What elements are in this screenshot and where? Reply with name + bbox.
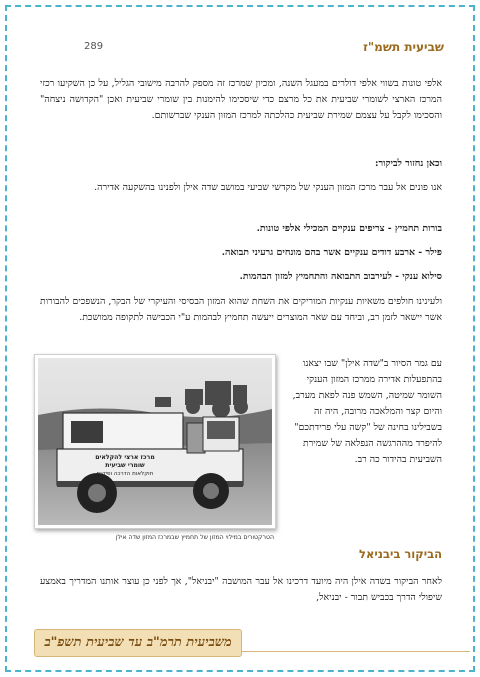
page-number: 289 [84, 41, 104, 52]
paragraph-trucks: ולעינינו חולפים משאיות ענקיות המוריקים את השחת שהוא המזון הבסיסי והעיקרי של הבקר, הנשפכים להבורות אשר יישאר לזמן רב, וביחד עם שאר המוצרים ייעשה תחמיץ לבהמות ע"י הכבישה לתקופה ממושכת. [40, 296, 442, 323]
paragraph-silage-pits: בורות תחמיץ - צריפים ענקיים המכילי אלפי טונות. [256, 223, 442, 234]
paragraph-filler: פילר - ארבע דודים ענקיים אשר בהם מונחים גרעיני תבואה. [221, 247, 442, 258]
door-sign-line3: חוקלאות הדרכה ופיקוח [96, 471, 154, 477]
jeep-photo-image [35, 355, 275, 528]
footer-rule [240, 651, 470, 652]
jeep-photo [34, 354, 276, 529]
paragraph-intro: אלפי טונות בשווי אלפי דולרים במעגל השנה, ומכיון שמרכז זה מספק להרבה מישובי הגליל, על כן השקיעו רכזי המרכז הארצי לשומרי שביעית את כל מרצם כדי שיסכימו להימנות בין שומרי שביעית ואכן "הקדושה ניצחה" והסכימו לקבל על עצמם שמירת שביעית כהלכתה למרכז המזון הענקי שברשותם. [40, 78, 442, 121]
paragraph-end-tour: עם גמר הסיור ב"שדה אילן" שבו יצאנו בהתפעלות אדירה ממרכז המזון הענקי השומר שמיטה, השמש פנה לפאת מערב, והיום קצר והמלאכה מרובה, היה זה בשבילינו בחינה של "קשה עלי פרידתכם" להיפרד מההרגשה הנפלאה של שמירת השביעית בהידור כה רב. [292, 358, 442, 465]
paragraph-yavniel: לאחר הביקור בשדה אילן היה מיועד דרכינו אל עבר המושבה "יבניאל", אך לפני כן עוצר אותנו המדריך באמצע שיפולי הדרך בכביש תבור - יבניאל, [40, 576, 442, 603]
section-heading: הביקור ביבניאל [359, 547, 442, 561]
running-title: שביעית תשמ"ז [363, 40, 444, 54]
door-sign-line2: שומרי שביעית [105, 462, 145, 469]
paragraph-silo: סילוא ענקי - לעירבוב התבואה והתחמיץ למזון הבהמות. [239, 271, 442, 282]
footer-title: משביעית תרמ"ב עד שביעית תשפ"ב [44, 635, 232, 650]
photo-caption: הטרקטורים במילוי המזון של תחמיץ שבמרכז המזון שדה אילן [115, 534, 274, 541]
door-sign-line1: מרכז ארצי להקלאים [95, 454, 155, 461]
paragraph-food-center: אנו פונים אל עבר מרכז המזון הענקי של מקדשי שביעי במושב שדה אילן ולפנינו בהשקעה אדירה. [94, 182, 442, 193]
paragraph-visit-return: וכאן נחזור לביקור: [375, 158, 442, 169]
page-header [40, 40, 444, 58]
footer-banner [34, 629, 242, 657]
